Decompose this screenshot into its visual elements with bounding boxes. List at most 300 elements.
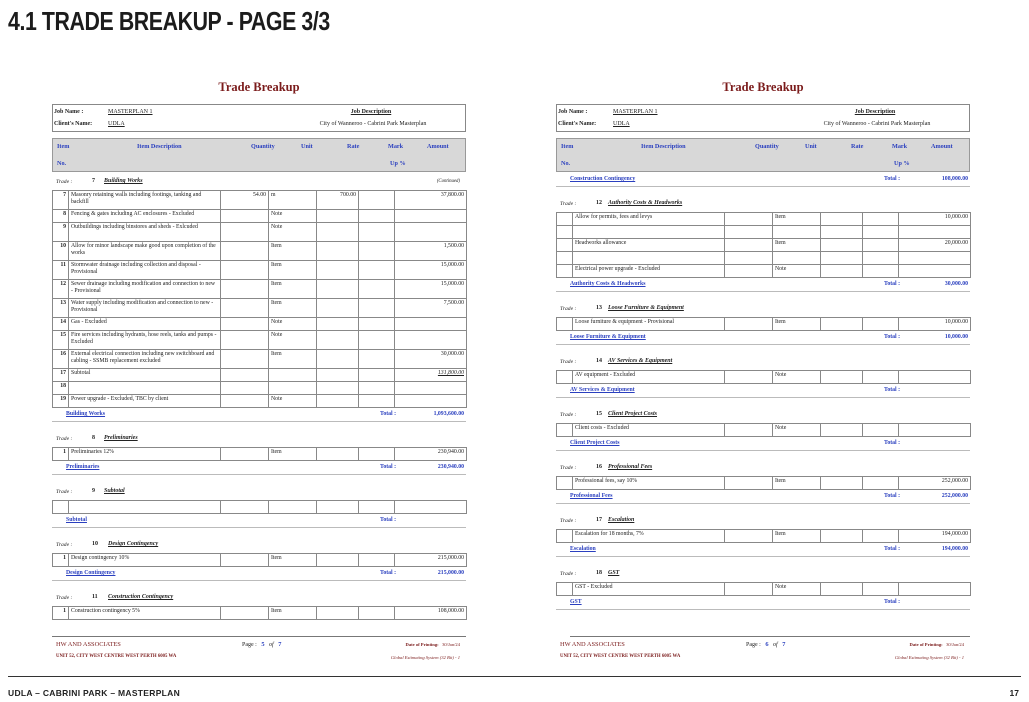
trade-total <box>556 596 970 610</box>
row-quantity <box>221 331 269 350</box>
row-unit: Item <box>773 477 821 490</box>
trade-10-table <box>52 553 467 567</box>
table-row <box>53 554 467 567</box>
total-name: Design Contingency <box>66 570 116 576</box>
trade-14-table <box>556 370 971 384</box>
col-description: Item Description <box>641 143 686 150</box>
total-name: Authority Costs & Headworks <box>570 281 646 287</box>
row-description: Sewer drainage including modification and connection to new - Provisional <box>69 280 221 299</box>
row-amount <box>899 252 971 265</box>
trade-header <box>52 591 466 606</box>
job-name-label: Job Name : <box>54 109 84 115</box>
client-name-value: UDLA <box>613 121 630 127</box>
row-number: 18 <box>53 382 69 395</box>
row-unit: Item <box>269 554 317 567</box>
trade-number: 15 <box>596 411 602 417</box>
trade-total <box>52 514 466 528</box>
total-label: Total : <box>380 517 397 523</box>
row-rate <box>317 261 359 280</box>
total-label: Total : <box>884 440 901 446</box>
table-row <box>53 191 467 210</box>
job-info-box <box>52 104 466 132</box>
of-label: of <box>269 642 274 648</box>
estimating-system: Global Estimating System (32 Bit) - 1 <box>390 655 460 660</box>
page-label: Page : <box>242 642 257 648</box>
row-number <box>557 265 573 278</box>
row-amount: 215,000.00 <box>395 554 467 567</box>
row-markup <box>359 369 395 382</box>
table-row <box>557 239 971 252</box>
trade-name: Subtotal <box>104 488 125 494</box>
row-markup <box>359 210 395 223</box>
row-amount <box>395 223 467 242</box>
table-row <box>53 350 467 369</box>
col-up: Up % <box>390 160 406 167</box>
trade-number: 18 <box>596 570 602 576</box>
row-description: Escalation for 18 months, 7% <box>573 530 725 543</box>
table-row <box>53 242 467 261</box>
total-amount: 215,000.00 <box>437 570 464 576</box>
printing-date-value: 30/Jan/24 <box>946 642 964 647</box>
trade-label: Trade : <box>560 412 577 418</box>
table-row <box>53 369 467 382</box>
row-unit: Item <box>269 280 317 299</box>
trade-number: 10 <box>92 541 98 547</box>
trade-13-table <box>556 317 971 331</box>
row-number: 14 <box>53 318 69 331</box>
table-row <box>557 226 971 239</box>
trade-name: Loose Furniture & Equipment <box>608 305 684 311</box>
row-amount: 1,500.00 <box>395 242 467 261</box>
row-quantity <box>725 239 773 252</box>
client-name-label: Client's Name: <box>54 121 93 127</box>
row-unit: Item <box>269 261 317 280</box>
trade-17-table <box>556 529 971 543</box>
col-amount: Amount <box>931 143 953 150</box>
job-description-label: Job Description <box>854 109 896 115</box>
trade-label: Trade : <box>56 542 73 548</box>
row-amount: 15,000.00 <box>395 280 467 299</box>
total-label: Total : <box>884 176 901 182</box>
trade-header <box>556 514 970 529</box>
col-rate: Rate <box>347 143 360 150</box>
row-quantity: 54.00 <box>221 191 269 210</box>
continued-note: (Continued) <box>436 179 460 184</box>
row-rate <box>821 213 863 226</box>
total-name: Loose Furniture & Equipment <box>570 334 646 340</box>
row-description <box>573 226 725 239</box>
total-label: Total : <box>884 546 901 552</box>
total-name: Client Project Costs <box>570 440 620 446</box>
job-description-value: City of Wanneroo - Cabrini Park Masterplan <box>319 121 427 127</box>
col-item: Item <box>561 143 574 150</box>
row-markup <box>863 239 899 252</box>
sheet-page-6 <box>558 76 970 610</box>
job-name-value: MASTERPLAN 1 <box>613 109 658 115</box>
total-name: Construction Contingency <box>570 176 636 182</box>
row-rate <box>821 583 863 596</box>
col-description: Item Description <box>137 143 182 150</box>
company-address: UNIT 52, CITY WEST CENTRE WEST PERTH 6005 WA <box>560 654 681 659</box>
row-unit: Item <box>773 213 821 226</box>
col-amount: Amount <box>427 143 449 150</box>
trade-16-table <box>556 476 971 490</box>
company-address: UNIT 52, CITY WEST CENTRE WEST PERTH 6005 WA <box>56 654 177 659</box>
trade-header <box>556 408 970 423</box>
page-number: 5 <box>261 641 265 648</box>
total-label: Total : <box>884 334 901 340</box>
document-footer-title: UDLA – CABRINI PARK – MASTERPLAN <box>8 688 181 698</box>
col-quantity: Quantity <box>755 143 779 150</box>
page-indicator <box>242 641 281 648</box>
total-name: Escalation <box>570 546 596 552</box>
row-amount: 10,000.00 <box>899 318 971 331</box>
total-name: Professional Fees <box>570 493 613 499</box>
row-quantity <box>725 477 773 490</box>
row-markup <box>359 299 395 318</box>
col-quantity: Quantity <box>251 143 275 150</box>
page-total: 7 <box>278 641 282 648</box>
total-amount: 252,000.00 <box>941 493 968 499</box>
table-row <box>53 607 467 620</box>
row-quantity <box>725 265 773 278</box>
row-markup <box>863 477 899 490</box>
table-row <box>557 583 971 596</box>
row-markup <box>863 318 899 331</box>
row-rate <box>317 382 359 395</box>
col-no: No. <box>561 160 571 167</box>
row-number <box>557 318 573 331</box>
trade-total <box>556 384 970 398</box>
row-markup <box>359 242 395 261</box>
row-amount: 108,000.00 <box>395 607 467 620</box>
row-number: 16 <box>53 350 69 369</box>
row-description: Design contingency 10% <box>69 554 221 567</box>
row-unit: Note <box>773 371 821 384</box>
row-rate <box>317 318 359 331</box>
col-unit: Unit <box>301 143 313 150</box>
row-unit: Note <box>269 318 317 331</box>
trade-header <box>556 567 970 582</box>
row-description: Fencing & gates including AC enclosures - Excluded <box>69 210 221 223</box>
total-label: Total : <box>884 493 901 499</box>
col-item: Item <box>57 143 70 150</box>
row-quantity <box>725 583 773 596</box>
row-markup <box>359 318 395 331</box>
row-quantity <box>221 223 269 242</box>
sheet-title: Trade Breakup <box>218 80 300 94</box>
row-quantity <box>725 424 773 437</box>
trade-header <box>556 355 970 370</box>
row-number <box>557 583 573 596</box>
row-number: 17 <box>53 369 69 382</box>
table-row <box>557 318 971 331</box>
page-number-footer: 17 <box>1009 688 1019 698</box>
row-markup <box>359 280 395 299</box>
trade-label: Trade : <box>560 518 577 524</box>
row-number <box>557 239 573 252</box>
row-amount <box>395 382 467 395</box>
table-row <box>53 448 467 461</box>
row-quantity <box>725 371 773 384</box>
row-rate <box>821 477 863 490</box>
trade-number: 12 <box>596 200 602 206</box>
job-description-label: Job Description <box>350 109 392 115</box>
row-description <box>69 382 221 395</box>
row-number: 7 <box>53 191 69 210</box>
row-markup <box>863 530 899 543</box>
total-name: Subtotal <box>66 517 87 523</box>
row-number <box>557 226 573 239</box>
total-amount: 230,940.00 <box>437 464 464 470</box>
col-up: Up % <box>894 160 910 167</box>
sheet-footer <box>52 636 466 666</box>
row-amount <box>395 395 467 408</box>
row-amount: 230,940.00 <box>395 448 467 461</box>
row-number: 12 <box>53 280 69 299</box>
table-row <box>53 280 467 299</box>
row-rate <box>821 371 863 384</box>
page-label: Page : <box>746 642 761 648</box>
row-number: 8 <box>53 210 69 223</box>
row-number <box>557 477 573 490</box>
trade-total <box>556 490 970 504</box>
table-row <box>53 395 467 408</box>
trade-label: Trade : <box>560 465 577 471</box>
row-description <box>573 252 725 265</box>
row-markup <box>359 191 395 210</box>
trade-11-table <box>52 606 467 620</box>
row-rate <box>317 210 359 223</box>
page-number: 6 <box>765 641 769 648</box>
trade-label: Trade : <box>560 359 577 365</box>
bottom-divider <box>8 676 1021 677</box>
trade-number: 8 <box>92 435 95 441</box>
row-quantity <box>725 530 773 543</box>
row-unit: Item <box>269 607 317 620</box>
row-markup <box>359 331 395 350</box>
row-description: Professional fees, say 10% <box>573 477 725 490</box>
total-amount: 30,000.00 <box>944 281 968 287</box>
row-unit <box>269 382 317 395</box>
total-name: Preliminaries <box>66 464 100 470</box>
job-name-label: Job Name : <box>558 109 588 115</box>
of-label: of <box>773 642 778 648</box>
row-amount <box>899 265 971 278</box>
trade-name: Design Contingency <box>108 541 159 547</box>
row-description: Allow for minor landscape make good upon completion of the works <box>69 242 221 261</box>
row-description: Fire services including hydrants, hose reels, tanks and pumps - Excluded <box>69 331 221 350</box>
row-number: 19 <box>53 395 69 408</box>
row-amount: 15,000.00 <box>395 261 467 280</box>
row-description: Headworks allowance <box>573 239 725 252</box>
row-amount <box>899 371 971 384</box>
row-unit: Note <box>269 210 317 223</box>
row-quantity <box>221 210 269 223</box>
row-unit: Note <box>269 395 317 408</box>
row-unit <box>269 369 317 382</box>
trade-header <box>52 538 466 553</box>
trade-label: Trade : <box>56 489 73 495</box>
total-amount: 10,000.00 <box>944 334 968 340</box>
row-quantity <box>725 318 773 331</box>
trade-number: 17 <box>596 517 602 523</box>
row-amount <box>395 331 467 350</box>
row-number <box>557 530 573 543</box>
table-row <box>557 213 971 226</box>
row-unit: Item <box>773 530 821 543</box>
column-header <box>52 138 466 172</box>
trade-header <box>52 175 466 190</box>
col-mark: Mark <box>388 143 404 150</box>
row-rate <box>821 265 863 278</box>
page-total: 7 <box>782 641 786 648</box>
trade-header <box>52 485 466 500</box>
row-unit: Item <box>773 239 821 252</box>
row-amount: 20,000.00 <box>899 239 971 252</box>
row-description: Preliminaries 12% <box>69 448 221 461</box>
trade-15-table <box>556 423 971 437</box>
row-quantity <box>725 213 773 226</box>
row-amount: 252,000.00 <box>899 477 971 490</box>
row-rate <box>821 318 863 331</box>
row-number <box>557 424 573 437</box>
table-row <box>53 331 467 350</box>
trade-name: Authority Costs & Headworks <box>608 200 683 206</box>
job-name-value: MASTERPLAN 1 <box>108 109 153 115</box>
row-amount <box>395 318 467 331</box>
row-number <box>557 371 573 384</box>
row-rate <box>821 252 863 265</box>
row-quantity <box>221 395 269 408</box>
row-markup <box>359 395 395 408</box>
row-number: 1 <box>53 554 69 567</box>
trade-7-table <box>52 190 467 408</box>
row-unit: Note <box>269 223 317 242</box>
printing-date <box>406 642 461 647</box>
row-amount <box>899 226 971 239</box>
row-quantity <box>221 280 269 299</box>
row-quantity <box>221 350 269 369</box>
row-number: 1 <box>53 448 69 461</box>
row-markup <box>359 350 395 369</box>
row-amount: 37,800.00 <box>395 191 467 210</box>
trade-label: Trade : <box>560 571 577 577</box>
trade-12-table <box>556 212 971 278</box>
company-name: HW AND ASSOCIATES <box>56 641 121 648</box>
row-amount <box>395 210 467 223</box>
row-quantity <box>725 226 773 239</box>
trade-header <box>556 197 970 212</box>
row-rate <box>317 395 359 408</box>
row-number <box>557 213 573 226</box>
row-unit: Note <box>773 583 821 596</box>
trade-number: 9 <box>92 488 95 494</box>
row-amount: 7,500.00 <box>395 299 467 318</box>
row-unit: Note <box>269 331 317 350</box>
table-row <box>53 382 467 395</box>
total-label: Total : <box>380 411 397 417</box>
row-markup <box>863 371 899 384</box>
trade-total <box>556 331 970 345</box>
trade-name: Preliminaries <box>104 435 138 441</box>
sheet-page-5 <box>52 76 466 620</box>
table-row <box>557 424 971 437</box>
trade-name: GST <box>608 570 620 576</box>
row-amount <box>899 424 971 437</box>
row-rate <box>821 239 863 252</box>
row-description: AV equipment - Excluded <box>573 371 725 384</box>
client-name-label: Client's Name: <box>558 121 597 127</box>
table-row <box>557 252 971 265</box>
trade-name: Escalation <box>608 517 635 523</box>
row-rate <box>317 299 359 318</box>
table-row <box>557 477 971 490</box>
row-unit: Item <box>269 448 317 461</box>
row-rate <box>317 331 359 350</box>
client-name-value: UDLA <box>108 121 125 127</box>
trade-total <box>52 567 466 581</box>
row-quantity <box>221 369 269 382</box>
col-rate: Rate <box>851 143 864 150</box>
col-no: No. <box>57 160 67 167</box>
total-label: Total : <box>884 599 901 605</box>
row-amount: 10,000.00 <box>899 213 971 226</box>
trade-label: Trade : <box>56 436 73 442</box>
row-number: 1 <box>53 607 69 620</box>
page-indicator <box>746 641 785 648</box>
row-rate <box>317 369 359 382</box>
table-row <box>53 299 467 318</box>
row-markup <box>359 382 395 395</box>
row-description: Masonry retaining walls including footings, tanking and backfill <box>69 191 221 210</box>
table-row <box>557 530 971 543</box>
trade-label: Trade : <box>560 306 577 312</box>
trade-label: Trade : <box>56 595 73 601</box>
row-quantity <box>221 299 269 318</box>
table-row <box>53 261 467 280</box>
trade-number: 13 <box>596 305 602 311</box>
printing-date <box>910 642 965 647</box>
total-amount: 1,093,600.00 <box>433 411 464 417</box>
table-row <box>53 318 467 331</box>
row-description: Client costs - Excluded <box>573 424 725 437</box>
table-row <box>53 501 467 514</box>
row-markup <box>863 252 899 265</box>
row-description: Water supply including modification and connection to new - Provisional <box>69 299 221 318</box>
row-markup <box>359 261 395 280</box>
trade-header <box>556 461 970 476</box>
row-description: Power upgrade - Excluded, TBC by client <box>69 395 221 408</box>
sheet-title: Trade Breakup <box>722 80 804 94</box>
trade-name: AV Services & Equipment <box>608 358 673 364</box>
row-amount <box>899 583 971 596</box>
trade-18-table <box>556 582 971 596</box>
total-label: Total : <box>380 570 397 576</box>
total-name: Building Works <box>66 411 106 417</box>
total-label: Total : <box>884 281 901 287</box>
trade-label: Trade : <box>56 179 73 185</box>
sheet-footer <box>560 636 970 666</box>
row-unit <box>773 226 821 239</box>
row-rate <box>821 226 863 239</box>
estimating-system: Global Estimating System (32 Bit) - 1 <box>894 655 964 660</box>
total-amount: 108,000.00 <box>941 176 968 182</box>
row-description: Gas - Excluded <box>69 318 221 331</box>
row-quantity <box>221 382 269 395</box>
page-heading: 4.1 TRADE BREAKUP - PAGE 3/3 <box>8 6 330 36</box>
table-row <box>557 371 971 384</box>
